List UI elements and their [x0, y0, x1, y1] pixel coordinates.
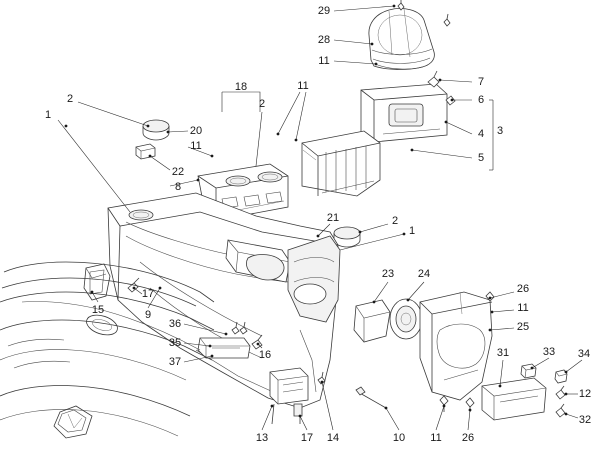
callout-16: 16 [258, 349, 272, 361]
callout-36: 36 [168, 318, 182, 330]
callout-28: 28 [317, 34, 331, 46]
callout-5: 5 [477, 152, 485, 164]
part-31-bracket [482, 378, 546, 420]
part-23-trim [354, 300, 390, 342]
part-10-rod [356, 387, 386, 408]
callout-11-center: 11 [297, 80, 309, 92]
callout-4: 4 [477, 128, 485, 140]
callout-6: 6 [477, 94, 485, 106]
callout-23: 23 [381, 268, 395, 280]
callout-18: 18 [234, 81, 248, 93]
callout-7: 7 [477, 76, 485, 88]
callout-2-left: 2 [66, 93, 74, 105]
callout-20: 20 [189, 125, 203, 137]
part-20-cap [143, 120, 169, 140]
callout-11-top: 11 [318, 55, 330, 67]
callout-33: 33 [542, 346, 556, 358]
callout-10: 10 [392, 432, 406, 444]
callout-1-right: 1 [408, 225, 416, 237]
callout-22: 22 [171, 166, 185, 178]
callout-31: 31 [496, 347, 510, 359]
callout-8: 8 [174, 181, 182, 193]
callout-32: 32 [578, 414, 592, 426]
callout-17-left: 17 [141, 288, 155, 300]
part-upper-tray [361, 71, 455, 142]
callout-24: 24 [417, 268, 431, 280]
callout-15: 15 [91, 304, 105, 316]
callout-3: 3 [496, 125, 504, 137]
part-33-fastener [521, 364, 536, 378]
part-24-speaker [390, 299, 422, 339]
part-29-cover [369, 0, 450, 69]
callout-2-center: 2 [258, 98, 266, 110]
callout-37: 37 [168, 356, 182, 368]
callout-12: 12 [578, 388, 592, 400]
part-22-cap [136, 144, 155, 159]
callout-17-bottom: 17 [300, 432, 314, 444]
callout-35: 35 [168, 337, 182, 349]
part-32-fastener [556, 404, 565, 417]
callout-26-bottom: 26 [461, 432, 475, 444]
callout-13: 13 [255, 432, 269, 444]
callout-1-left: 1 [44, 109, 52, 121]
callout-34: 34 [577, 348, 591, 360]
callout-26-right: 26 [516, 283, 530, 295]
part-12-fastener [556, 386, 565, 399]
part-5-ribbed-box [302, 131, 380, 196]
callout-25: 25 [516, 321, 530, 333]
callout-9: 9 [144, 309, 152, 321]
callout-14: 14 [326, 432, 340, 444]
callout-29: 29 [317, 5, 331, 17]
part-2-cap-right [334, 227, 360, 247]
callout-11-bottom: 11 [430, 432, 442, 444]
callout-11-left: 11 [190, 140, 202, 152]
callout-11-right: 11 [517, 302, 529, 314]
callout-21: 21 [326, 212, 340, 224]
callout-2-right: 2 [391, 215, 399, 227]
